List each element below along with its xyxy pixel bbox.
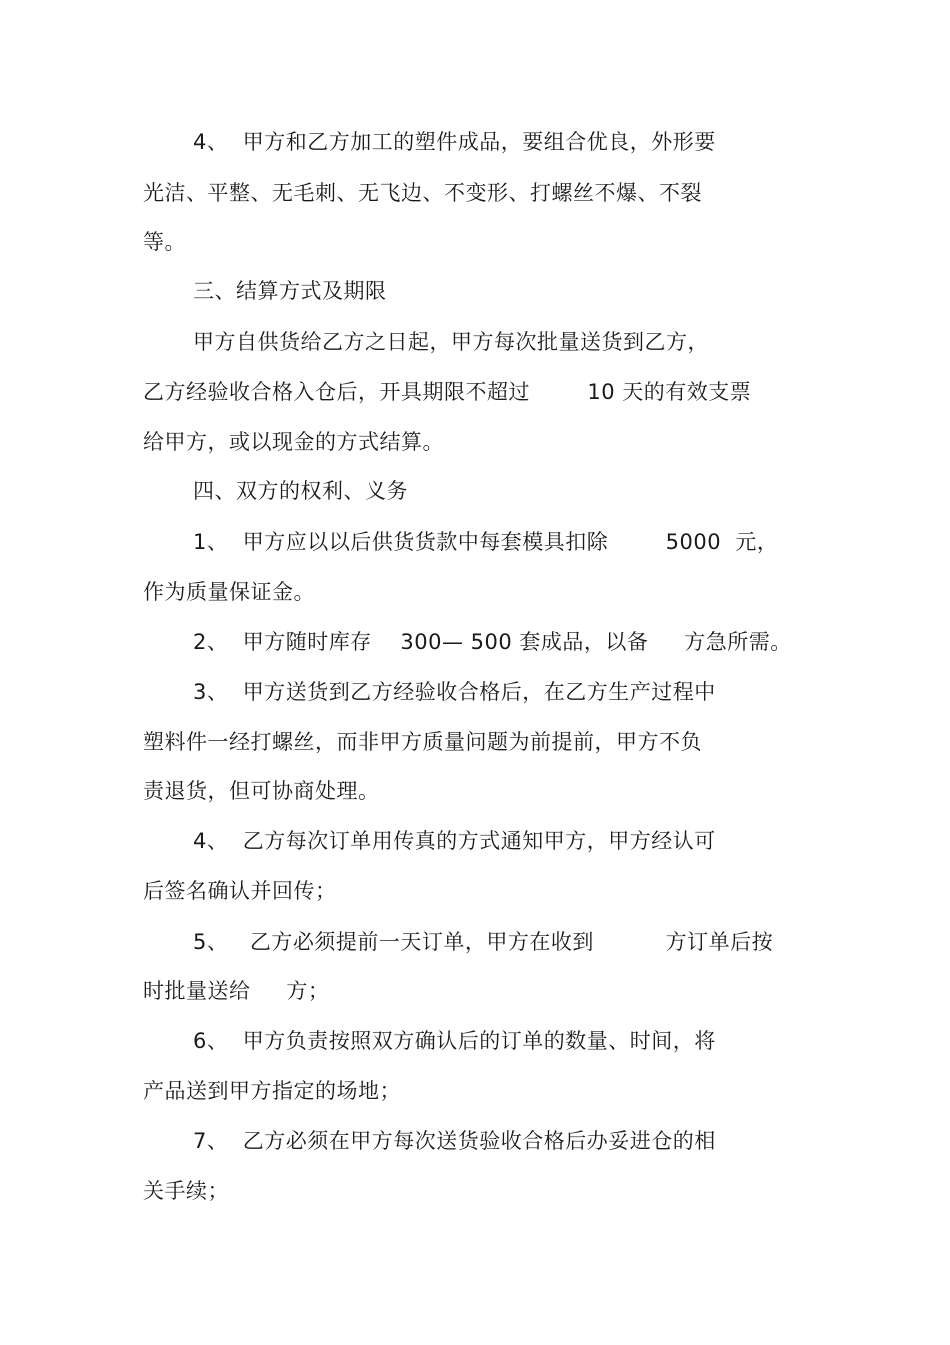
text-line-9: 1、 甲方应以以后供货货款中每套模具扣除 5000 元， — [193, 530, 779, 554]
text-line-16: 后签名确认并回传； — [143, 879, 337, 903]
text-line-14: 责退货，但可协商处理。 — [143, 779, 380, 803]
text-line-5: 甲方自供货给乙方之日起，甲方每次批量送货到乙方， — [193, 330, 709, 354]
text-line-20: 产品送到甲方指定的场地； — [143, 1079, 401, 1103]
text-line-19: 6、 甲方负责按照双方确认后的订单的数量、时间，将 — [193, 1029, 716, 1053]
text-line-15: 4、 乙方每次订单用传真的方式通知甲方，甲方经认可 — [193, 829, 716, 853]
text-line-21: 7、 乙方必须在甲方每次送货验收合格后办妥进仓的相 — [193, 1129, 716, 1153]
text-line-1: 4、 甲方和乙方加工的塑件成品，要组合优良，外形要 — [193, 130, 716, 154]
text-line-3: 等。 — [143, 230, 186, 254]
section-heading-rights: 四、双方的权利、义务 — [193, 479, 408, 503]
text-line-22: 关手续； — [143, 1179, 229, 1203]
text-line-18: 时批量送给 方； — [143, 979, 330, 1003]
text-line-17: 5、 乙方必须提前一天订单，甲方在收到 方订单后按 — [193, 930, 774, 954]
text-line-13: 塑料件一经打螺丝，而非甲方质量问题为前提前，甲方不负 — [143, 730, 702, 754]
text-line-7: 给甲方，或以现金的方式结算。 — [143, 430, 444, 454]
text-line-2: 光洁、平整、无毛刺、无飞边、不变形、打螺丝不爆、不裂 — [143, 181, 702, 205]
text-line-11: 2、 甲方随时库存 300— 500 套成品，以备 方急所需。 — [193, 630, 792, 654]
text-line-10: 作为质量保证金。 — [143, 580, 315, 604]
section-heading-settlement: 三、结算方式及期限 — [193, 279, 387, 303]
text-line-12: 3、 甲方送货到乙方经验收合格后，在乙方生产过程中 — [193, 680, 716, 704]
text-line-6: 乙方经验收合格入仓后，开具期限不超过 10 天的有效支票 — [143, 380, 752, 404]
